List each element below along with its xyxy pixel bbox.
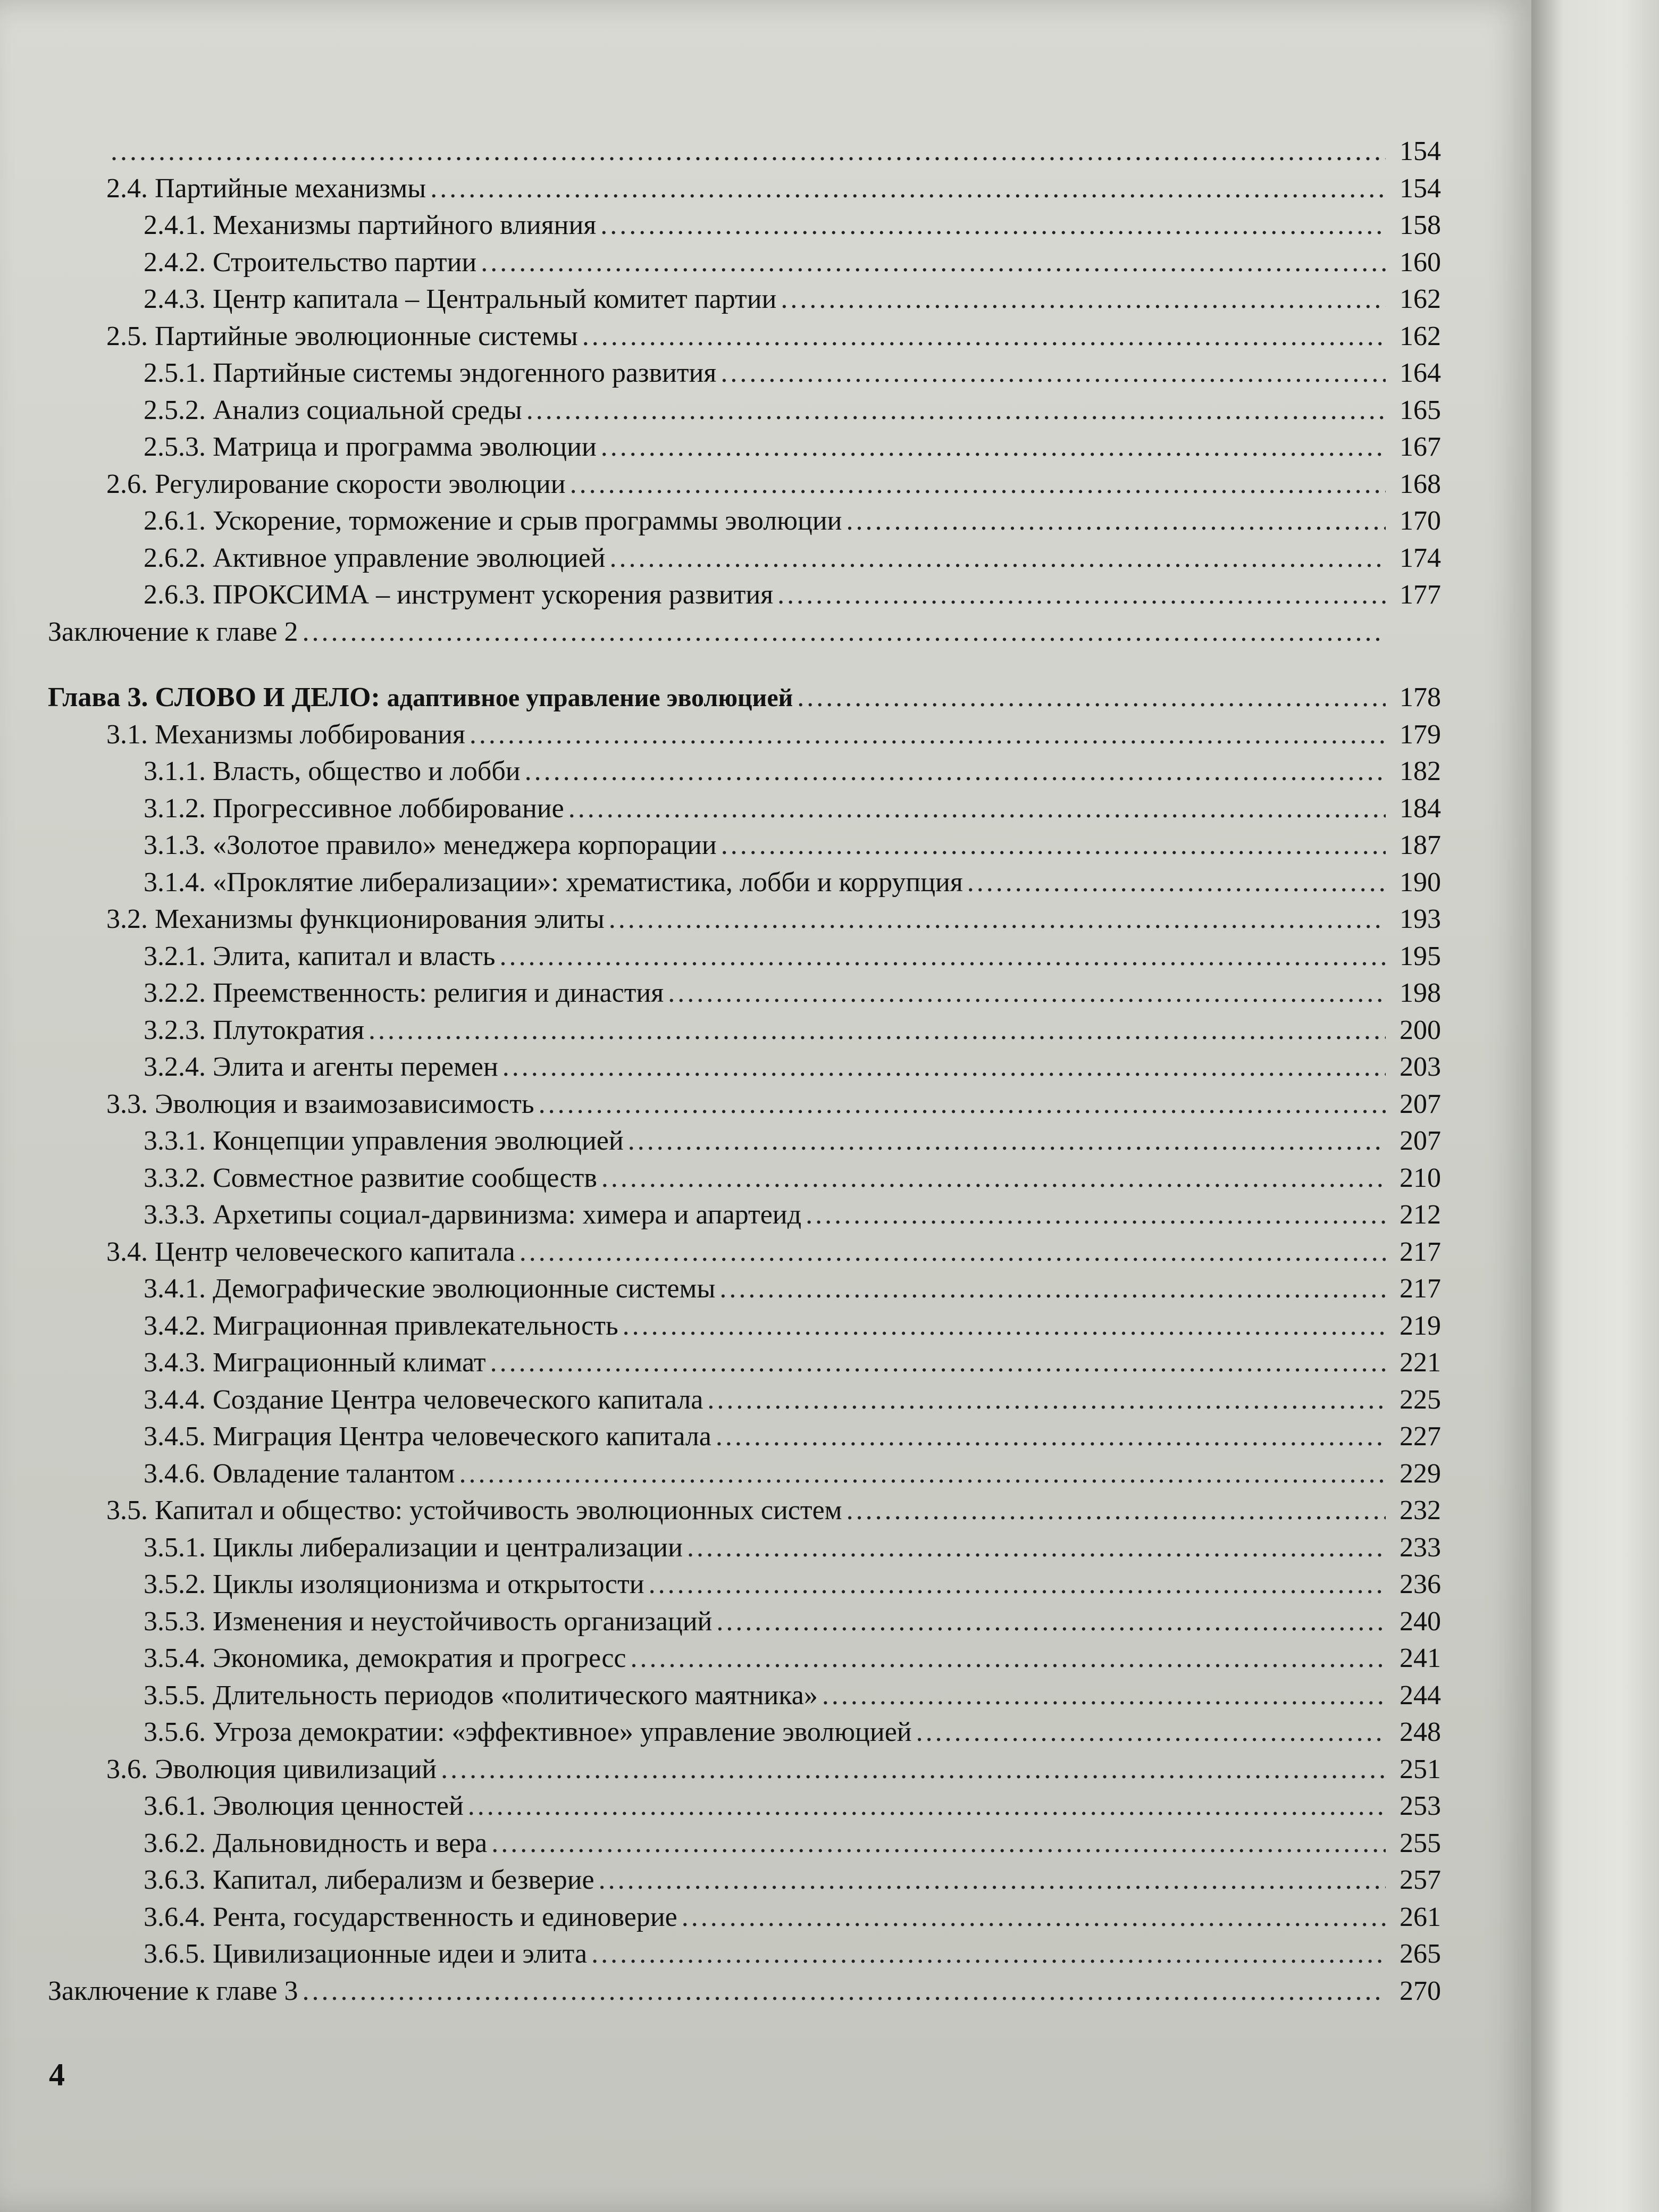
toc-entry	[48, 1088, 1441, 1126]
toc-entry-title: 3.6.4. Рента, государственность и единоверие	[144, 1901, 677, 1932]
dot-leader	[668, 977, 1386, 1009]
toc-entry-page: 229	[1400, 1458, 1441, 1489]
toc-entry-title: 3.3. Эволюция и взаимозависимость	[106, 1088, 534, 1119]
toc-entry-label	[106, 468, 570, 500]
toc-entry-label	[144, 1901, 682, 1933]
toc-entry	[48, 1569, 1441, 1606]
toc-entry-page: 233	[1400, 1532, 1441, 1563]
toc-entry	[48, 505, 1441, 542]
toc-entry-title: 3.5.4. Экономика, демократия и прогресс	[144, 1643, 626, 1673]
dot-leader	[368, 1015, 1386, 1046]
toc-entry-page: 193	[1400, 904, 1441, 934]
toc-entry-title: 3.4.6. Овладение талантом	[144, 1458, 455, 1489]
toc-entry-page: 210	[1400, 1162, 1441, 1193]
toc-entry-title: 3.5.2. Циклы изоляционизма и открытости	[144, 1569, 644, 1599]
dot-leader	[111, 136, 1386, 167]
toc-entry-title: 2.6. Регулирование скорости эволюции	[106, 468, 566, 499]
dot-leader	[601, 431, 1386, 463]
toc-entry-title: 2.5. Партийные эволюционные системы	[106, 321, 578, 351]
toc-entry-page: 200	[1400, 1015, 1441, 1045]
dot-leader	[716, 1421, 1386, 1452]
dot-leader	[967, 867, 1386, 898]
toc-entry-label	[144, 247, 481, 278]
dot-leader	[781, 283, 1386, 315]
toc-entry-label	[144, 1310, 623, 1342]
toc-entry	[48, 1975, 1441, 2013]
toc-entry-title: Заключение к главе 2	[48, 616, 298, 647]
dot-leader	[520, 1236, 1386, 1268]
toc-entry	[48, 1790, 1441, 1828]
toc-entry-page: 198	[1400, 978, 1441, 1008]
toc-entry	[48, 1606, 1441, 1643]
dot-leader	[721, 830, 1386, 861]
toc-entry-label	[106, 1088, 539, 1120]
toc-entry-title: 3.5.6. Угроза демократии: «эффективное» управление эволюцией	[144, 1717, 912, 1747]
dot-leader	[470, 719, 1386, 750]
toc-entry-title: 3.1. Механизмы лоббирования	[106, 719, 465, 750]
toc-entry-label	[106, 903, 609, 935]
dot-leader	[610, 542, 1386, 574]
toc-entry-label	[144, 1790, 468, 1822]
toc-entry	[48, 247, 1441, 284]
dot-leader	[502, 1051, 1386, 1083]
toc-entry-title: 2.4. Партийные механизмы	[106, 173, 426, 204]
toc-entry-title: 2.4.2. Строительство партии	[144, 247, 477, 278]
toc-entry-title: 3.4.2. Миграционная привлекательность	[144, 1310, 618, 1341]
toc-entry-label	[144, 1569, 649, 1600]
toc-entry	[48, 941, 1441, 978]
toc-entry-page: 240	[1400, 1606, 1441, 1637]
dot-leader	[525, 756, 1386, 787]
toc-entry-label	[106, 1236, 520, 1268]
toc-entry	[48, 977, 1441, 1015]
toc-entry	[48, 468, 1441, 506]
toc-entry	[48, 1680, 1441, 1717]
toc-entry	[48, 1938, 1441, 1975]
toc-entry-title: 3.6.3. Капитал, либерализм и безверие	[144, 1865, 594, 1895]
dot-leader	[591, 1938, 1386, 1970]
toc-entry	[48, 321, 1441, 358]
dot-leader	[459, 1458, 1386, 1489]
toc-entry-title: 3.4.4. Создание Центра человеческого капитала	[144, 1384, 703, 1415]
toc-entry-label	[144, 1458, 459, 1489]
toc-entry	[48, 830, 1441, 867]
toc-entry-page: 179	[1400, 719, 1441, 750]
toc-entry-title: 3.1.1. Власть, общество и лобби	[144, 756, 521, 786]
toc-entry-label	[144, 431, 601, 463]
toc-entry-title: 3.5.3. Изменения и неустойчивость организаций	[144, 1606, 713, 1637]
toc-entry-title: 3.1.4. «Проклятие либерализации»: хрематистика, лобби и коррупция	[144, 867, 963, 898]
toc-entry	[48, 867, 1441, 904]
toc-entry-title: 3.3.1. Концепции управления эволюцией	[144, 1126, 624, 1156]
toc-entry-title: 3.2. Механизмы функционирования элиты	[106, 904, 605, 934]
toc-entry-title: 2.5.1. Партийные системы эндогенного развития	[144, 358, 717, 388]
toc-entry-title: 2.5.2. Анализ социальной среды	[144, 395, 522, 425]
toc-entry-page: 207	[1400, 1126, 1441, 1156]
toc-entry	[48, 357, 1441, 395]
toc-entry-page: 207	[1400, 1088, 1441, 1119]
toc-entry-page: 203	[1400, 1052, 1441, 1082]
toc-entry-page: 241	[1400, 1643, 1441, 1673]
toc-entry	[48, 756, 1441, 793]
toc-entry-page: 221	[1400, 1347, 1441, 1378]
toc-entry-page: 244	[1400, 1680, 1441, 1711]
toc-entry-label	[144, 1125, 628, 1157]
toc-entry-label	[144, 1384, 707, 1415]
toc-entry-page: 217	[1400, 1273, 1441, 1304]
dot-leader	[491, 1828, 1386, 1859]
dot-leader	[430, 173, 1386, 204]
dot-leader	[719, 1273, 1386, 1304]
toc-entry	[48, 1347, 1441, 1384]
toc-entry-page: 182	[1400, 756, 1441, 786]
dot-leader	[539, 1088, 1386, 1120]
dot-leader	[847, 505, 1386, 537]
toc-entry-title: 3.5.1. Циклы либерализации и централизации	[144, 1532, 683, 1563]
toc-entry-label	[144, 542, 610, 574]
toc-entry-title: 3.2.4. Элита и агенты перемен	[144, 1052, 498, 1082]
toc-entry-page: 270	[1400, 1975, 1441, 2006]
dot-leader	[687, 1532, 1386, 1563]
toc-entry-page: 178	[1400, 682, 1441, 713]
toc-entry-label	[48, 616, 303, 648]
dot-leader	[847, 1495, 1386, 1526]
toc-entry-label	[144, 1421, 716, 1452]
toc-entry-title: Заключение к главе 3	[48, 1975, 298, 2006]
dot-leader	[649, 1569, 1386, 1600]
toc-entry-label	[144, 1643, 631, 1674]
toc-entry-label	[144, 579, 777, 610]
toc-entry-label	[144, 283, 781, 315]
toc-entry-title: 3.2.3. Плутократия	[144, 1015, 365, 1045]
toc-entry-label	[144, 395, 526, 426]
dot-leader	[490, 1347, 1386, 1378]
toc-entry	[48, 793, 1441, 830]
toc-entry-label	[144, 1199, 806, 1230]
dot-leader	[623, 1310, 1386, 1342]
toc-entry-page: 232	[1400, 1495, 1441, 1526]
toc-entry-page: 257	[1400, 1865, 1441, 1895]
toc-entry-page: 255	[1400, 1828, 1441, 1858]
toc-entry	[48, 719, 1441, 756]
toc-entry	[48, 395, 1441, 432]
toc-entry	[48, 542, 1441, 580]
dot-leader	[441, 1754, 1386, 1785]
dot-leader	[822, 1680, 1386, 1711]
dot-leader	[916, 1716, 1386, 1748]
dot-leader	[499, 941, 1386, 972]
toc-entry	[48, 1458, 1441, 1495]
toc-entry-page: 177	[1400, 580, 1441, 610]
toc-entry	[48, 1162, 1441, 1200]
toc-entry-title: 2.6.2. Активное управление эволюцией	[144, 542, 606, 573]
toc-entry-label	[48, 682, 797, 713]
toc-entry-page: 174	[1400, 542, 1441, 573]
dot-leader	[570, 468, 1386, 500]
toc-entry	[48, 1716, 1441, 1754]
toc-entry	[48, 210, 1441, 247]
toc-entry-label	[106, 1495, 847, 1526]
toc-entry-page: 162	[1400, 321, 1441, 351]
toc-entry	[48, 1421, 1441, 1458]
toc-entry-title: 3.4.1. Демографические эволюционные системы	[144, 1273, 716, 1304]
toc-entry	[48, 616, 1441, 653]
toc-entry-title: 3.6. Эволюция цивилизаций	[106, 1754, 437, 1784]
toc-entry-page: 162	[1400, 284, 1441, 314]
toc-entry-label	[48, 1975, 303, 2007]
toc-entry-page: 251	[1400, 1754, 1441, 1784]
toc-entry-page: 167	[1400, 432, 1441, 462]
toc-entry-title: 3.6.2. Дальновидность и вера	[144, 1828, 488, 1858]
toc-entry-title: 2.6.3. ПРОКСИМА – инструмент ускорения развития	[144, 580, 774, 610]
toc-entry-page: 195	[1400, 941, 1441, 971]
toc-entry-page: 212	[1400, 1200, 1441, 1230]
dot-leader	[599, 1864, 1386, 1896]
dot-leader	[601, 1162, 1386, 1194]
toc-entry-label	[144, 1532, 687, 1563]
toc-entry-label	[144, 867, 967, 898]
dot-leader	[720, 357, 1386, 389]
toc-entry-page: 158	[1400, 210, 1441, 240]
toc-entry-label	[144, 1015, 368, 1046]
toc-entry-page: 170	[1400, 506, 1441, 536]
toc-entry	[48, 1532, 1441, 1569]
dot-leader	[777, 579, 1386, 610]
toc-entry-title: 3.2.1. Элита, капитал и власть	[144, 941, 496, 971]
toc-entry	[48, 1125, 1441, 1162]
toc-entry-title: 3.1.2. Прогрессивное лоббирование	[144, 793, 564, 824]
toc-entry-label	[144, 941, 499, 972]
toc-entry	[48, 1864, 1441, 1901]
page-stack-edge	[1531, 0, 1659, 2212]
dot-leader	[303, 1975, 1386, 2007]
toc-entry-title: 3.6.5. Цивилизационные идеи и элита	[144, 1939, 588, 1969]
toc-entry-page: 184	[1400, 793, 1441, 824]
toc-entry-label	[144, 1828, 491, 1859]
toc-entry	[48, 431, 1441, 468]
toc-entry	[48, 1754, 1441, 1791]
toc-entry-label	[144, 977, 668, 1009]
dot-leader	[600, 210, 1386, 241]
toc-entry-title: 2.5.3. Матрица и программа эволюции	[144, 432, 597, 462]
toc-entry	[48, 1384, 1441, 1421]
toc-entry-page: 236	[1400, 1569, 1441, 1599]
toc-entry-subtitle: адаптивное управление эволюцией	[387, 684, 793, 712]
toc-entry-page: 168	[1400, 468, 1441, 499]
toc-entry-title: Глава 3. СЛОВО И ДЕЛО:	[48, 682, 380, 713]
table-of-contents	[48, 136, 1441, 2092]
dot-leader	[797, 682, 1386, 713]
toc-entry-label	[106, 173, 430, 204]
dot-leader	[481, 247, 1386, 278]
toc-entry-label	[144, 1162, 601, 1194]
toc-entry-label	[106, 321, 582, 352]
dot-leader	[468, 1790, 1386, 1822]
toc-entry-title: 3.6.1. Эволюция ценностей	[144, 1791, 464, 1821]
toc-entry	[48, 1236, 1441, 1273]
toc-entry-title: 3.1.3. «Золотое правило» менеджера корпорации	[144, 830, 717, 860]
toc-entry	[48, 1310, 1441, 1347]
toc-entry-label	[144, 1051, 502, 1083]
toc-entry-page: 164	[1400, 358, 1441, 388]
toc-entry-label	[106, 1754, 441, 1785]
toc-entry-label	[144, 357, 720, 389]
dot-leader	[628, 1125, 1386, 1157]
dot-leader	[682, 1901, 1386, 1933]
toc-entry-title: 3.4.5. Миграция Центра человеческого капитала	[144, 1421, 711, 1452]
toc-entry	[48, 1495, 1441, 1532]
toc-entry-label	[144, 505, 847, 537]
dot-leader	[582, 321, 1386, 352]
toc-entry	[48, 1901, 1441, 1939]
toc-entry	[48, 903, 1441, 941]
dot-leader	[526, 395, 1386, 426]
toc-entry-page: 165	[1400, 395, 1441, 425]
dot-leader	[631, 1643, 1386, 1674]
toc-entry-title: 3.2.2. Преемственность: религия и династия	[144, 978, 664, 1008]
toc-entry-label	[144, 1606, 716, 1637]
toc-entry-label	[144, 756, 525, 787]
dot-leader	[568, 793, 1386, 824]
dot-leader	[716, 1606, 1386, 1637]
toc-entry-page: 225	[1400, 1384, 1441, 1415]
toc-entry-label	[144, 1680, 822, 1711]
toc-entry-page: 160	[1400, 247, 1441, 278]
toc-entry-label	[144, 210, 600, 241]
toc-entry-page: 154	[1400, 136, 1441, 166]
toc-entry-page: 253	[1400, 1791, 1441, 1821]
toc-entry-label	[144, 1347, 490, 1378]
toc-entry	[48, 1015, 1441, 1052]
toc-entry-label	[144, 830, 721, 861]
toc-entry-page: 261	[1400, 1901, 1441, 1932]
toc-entry	[48, 1199, 1441, 1236]
dot-leader	[609, 903, 1386, 935]
dot-leader	[303, 616, 1386, 648]
toc-entry-label	[144, 1273, 719, 1304]
toc-entry-page: 219	[1400, 1310, 1441, 1341]
toc-entry-page: 248	[1400, 1717, 1441, 1747]
toc-entry-title: 3.3.2. Совместное развитие сообществ	[144, 1162, 597, 1193]
toc-entry-title: 2.4.3. Центр капитала – Центральный комитет партии	[144, 284, 777, 314]
page-number: 4	[49, 2057, 65, 2092]
toc-entry-title: 3.5.5. Длительность периодов «политического маятника»	[144, 1680, 818, 1711]
toc-entry-page: 154	[1400, 173, 1441, 204]
toc-entry-page: 187	[1400, 830, 1441, 860]
toc-entry-title: 3.4. Центр человеческого капитала	[106, 1236, 515, 1267]
toc-entry-label	[144, 1716, 916, 1748]
toc-entry	[48, 1051, 1441, 1088]
dot-leader	[707, 1384, 1386, 1415]
toc-entry-label	[144, 1938, 591, 1970]
toc-entry-title: 3.4.3. Миграционный климат	[144, 1347, 486, 1378]
toc-entry	[48, 283, 1441, 321]
toc-entry-title: 2.6.1. Ускорение, торможение и срыв программы эволюции	[144, 506, 842, 536]
toc-entry-page: 265	[1400, 1939, 1441, 1969]
toc-entry-label	[144, 793, 568, 824]
toc-entry	[48, 1643, 1441, 1680]
toc-entry-page: 227	[1400, 1421, 1441, 1452]
toc-entry	[48, 1828, 1441, 1865]
toc-entry	[48, 579, 1441, 616]
toc-entry-title: 2.4.1. Механизмы партийного влияния	[144, 210, 597, 240]
toc-entry	[48, 682, 1441, 719]
toc-entry-page: 217	[1400, 1236, 1441, 1267]
toc-entry	[48, 173, 1441, 210]
toc-entry-title: 3.3.3. Архетипы социал-дарвинизма: химера и апартеид	[144, 1200, 802, 1230]
toc-entry-title: 3.5. Капитал и общество: устойчивость эволюционных систем	[106, 1495, 842, 1526]
toc-entry-label	[106, 719, 470, 750]
toc-entry-page: 190	[1400, 867, 1441, 898]
toc-entry	[48, 136, 1441, 173]
dot-leader	[806, 1199, 1386, 1230]
toc-entry	[48, 1273, 1441, 1310]
toc-entry-label	[144, 1864, 599, 1896]
